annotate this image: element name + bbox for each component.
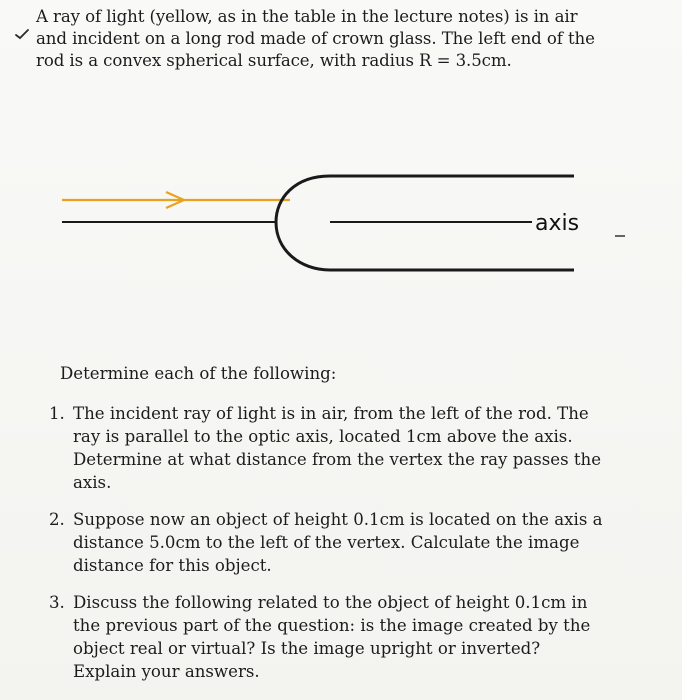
question-number: 1. [49,404,65,423]
list-item [45,591,605,683]
intro-line-3: rod is a convex spherical surface, with radius R = 3.5cm. [36,51,512,70]
question-text: Discuss the following related to the object of height 0.1cm in the previous part of the question: is the image created by the object real or virtual? Is the image upright or inverted? Explain your answers. [73,593,591,681]
question-number: 2. [49,510,65,529]
question-list [45,402,605,697]
intro-line-2: and incident on a long rod made of crown glass. The left end of the [36,29,595,48]
list-item [45,508,605,577]
rod-diagram [0,150,682,310]
problem-intro [36,6,636,72]
list-item [45,402,605,494]
question-text: The incident ray of light is in air, from the left of the rod. The ray is parallel to the optic axis, located 1cm above the axis. Determine at what distance from the vertex the ray passes the axis. [73,404,602,492]
question-number: 3. [49,593,65,612]
intro-line-1: A ray of light (yellow, as in the table in the lecture notes) is in air [36,7,578,26]
questions-lead: Determine each of the following: [60,364,337,383]
axis-label: axis [535,211,580,236]
check-mark-icon [14,27,32,41]
stray-mark-icon [614,234,626,238]
question-text: Suppose now an object of height 0.1cm is located on the axis a distance 5.0cm to the left of the vertex. Calculate the image distance for this object. [73,510,603,575]
